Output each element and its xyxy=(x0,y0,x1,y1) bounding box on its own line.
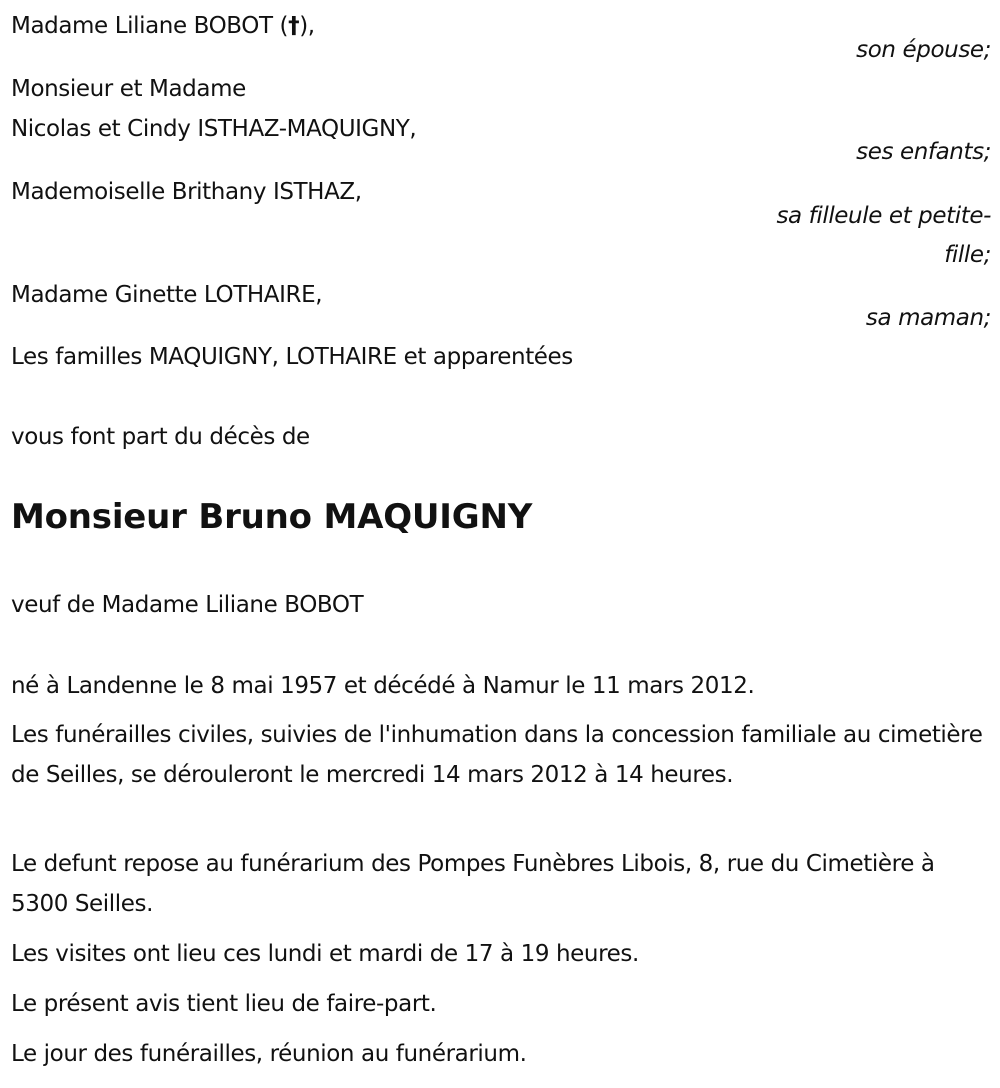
cross-icon: † xyxy=(288,13,300,39)
family-member-children-line1: Monsieur et Madame xyxy=(11,76,246,102)
spouse-name-suffix: ), xyxy=(299,13,315,39)
relation-mother: sa maman; xyxy=(865,305,991,331)
family-member-goddaughter: Mademoiselle Brithany ISTHAZ, xyxy=(11,179,362,205)
notice-statement: Le présent avis tient lieu de faire-part. xyxy=(11,991,437,1017)
family-member-spouse xyxy=(11,12,315,40)
birth-death-info: né à Landenne le 8 mai 1957 et décédé à Namur le 11 mars 2012. xyxy=(11,673,755,699)
funeral-details: Les funérailles civiles, suivies de l'inhumation dans la concession familiale au cimetière de Seilles, se dérouleront le mercredi 14 mars 2012 à 14 heures. xyxy=(11,722,983,788)
relation-goddaughter-line1: sa filleule et petite- xyxy=(776,203,991,229)
funeral-day-meeting: Le jour des funérailles, réunion au funérarium. xyxy=(11,1041,527,1067)
spouse-name-prefix: Madame Liliane BOBOT ( xyxy=(11,13,289,39)
family-extended: Les familles MAQUIGNY, LOTHAIRE et apparentées xyxy=(11,344,573,370)
relation-children: ses enfants; xyxy=(856,139,991,165)
funerarium-location: Le defunt repose au funérarium des Pompes Funèbres Libois, 8, rue du Cimetière à 5300 Seilles. xyxy=(11,851,935,917)
family-member-children-line2: Nicolas et Cindy ISTHAZ-MAQUIGNY, xyxy=(11,116,417,142)
family-member-mother: Madame Ginette LOTHAIRE, xyxy=(11,282,323,308)
widower-of: veuf de Madame Liliane BOBOT xyxy=(11,592,364,618)
relation-spouse: son épouse; xyxy=(856,37,991,63)
announcement-text: vous font part du décès de xyxy=(11,424,310,450)
deceased-name: Monsieur Bruno MAQUIGNY xyxy=(11,497,533,537)
relation-goddaughter-line2: fille; xyxy=(944,242,991,268)
visiting-hours: Les visites ont lieu ces lundi et mardi de 17 à 19 heures. xyxy=(11,941,639,967)
